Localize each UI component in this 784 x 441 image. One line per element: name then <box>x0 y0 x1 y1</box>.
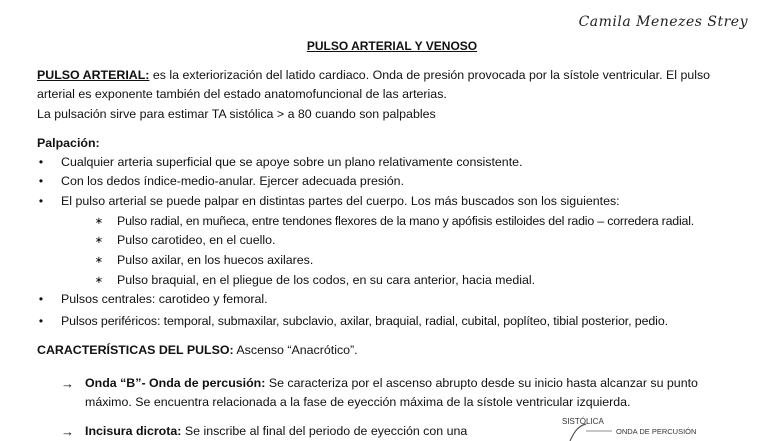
figure-label-sistolica: SISTÓLICA <box>562 417 604 426</box>
pulse-subitem: Pulso braquial, en el pliegue de los codos, en su cara anterior, hacia medial. <box>117 273 536 287</box>
caracteristicas-text: Ascenso “Anacrótico”. <box>233 343 358 357</box>
intro-paragraph <box>37 66 748 124</box>
intro-line-3: La pulsación sirve para estimar TA sistólica > a 80 cuando son palpables <box>37 106 436 121</box>
star-bullet-icon: ∗ <box>94 216 104 227</box>
onda-b-text: Se caracteriza por el ascenso abrupto desde su inicio hasta alcanzar su punto <box>265 376 698 390</box>
incisura-line-1 <box>85 422 467 441</box>
pulse-group-bullet: Pulsos centrales: carotideo y femoral. <box>61 292 268 306</box>
palpacion-bullet: Con los dedos índice-medio-anular. Ejercer adecuada presión. <box>61 174 405 188</box>
bullet-icon: • <box>38 174 44 188</box>
star-bullet-icon: ∗ <box>94 235 104 246</box>
pulse-subitem: Pulso axilar, en los huecos axilares. <box>117 253 314 267</box>
caracteristicas-heading: CARACTERÍSTICAS DEL PULSO: <box>37 343 234 357</box>
intro-text-1: es la exteriorización del latido cardiaco. Onda de presión provocada por la sístole ventricular. El pulso <box>149 68 711 82</box>
onda-b-line-1 <box>85 374 698 393</box>
waveform-curve <box>570 424 586 441</box>
bullet-icon: • <box>38 155 44 169</box>
palpacion-heading: Palpación: <box>37 136 100 150</box>
onda-b-line-2: máximo. Se encuentra relacionada a la fase de eyección máxima de la sístole ventricular izquierda. <box>85 395 631 409</box>
pulse-subitem: Pulso carotideo, en el cuello. <box>117 233 276 247</box>
palpacion-bullet: El pulso arterial se puede palpar en distintas partes del cuerpo. Los más buscados son los siguientes: <box>61 194 620 208</box>
intro-line-1 <box>37 66 748 85</box>
caracteristicas-line <box>37 341 358 360</box>
bullet-icon: • <box>38 194 44 208</box>
incisura-term: Incisura dicrota: <box>85 424 182 438</box>
pulse-group-bullet: Pulsos periféricos: temporal, submaxilar, subclavio, axilar, braquial, radial, cubital, poplíteo, tibial posterior, pedio. <box>61 314 668 328</box>
author-name: Camila Menezes Strey <box>578 14 748 30</box>
onda-b-term: Onda “B”- Onda de percusión: <box>85 376 266 390</box>
pulse-waveform-figure <box>552 412 748 441</box>
bullet-icon: • <box>38 314 44 328</box>
star-bullet-icon: ∗ <box>94 255 104 266</box>
document-title: PULSO ARTERIAL Y VENOSO <box>306 39 478 53</box>
figure-label-onda-percusion: ONDA DE PERCUSIÓN <box>616 427 697 436</box>
incisura-text: Se inscribe al final del periodo de eyección con una <box>181 424 468 438</box>
bullet-icon: • <box>38 292 44 306</box>
arrow-icon: → <box>61 376 74 391</box>
intro-line-2: arterial es exponente también del estado anatomofuncional de las arterias. <box>37 87 447 102</box>
arrow-icon: → <box>61 424 74 439</box>
waveform-svg <box>552 412 748 441</box>
palpacion-bullet: Cualquier arteria superficial que se apoye sobre un plano relativamente consistente. <box>61 155 523 169</box>
pulse-subitem: Pulso radial, en muñeca, entre tendones flexores de la mano y apófisis estiloides del radio – corredera radial. <box>117 214 695 228</box>
intro-term: PULSO ARTERIAL: <box>37 68 150 82</box>
star-bullet-icon: ∗ <box>94 275 104 286</box>
